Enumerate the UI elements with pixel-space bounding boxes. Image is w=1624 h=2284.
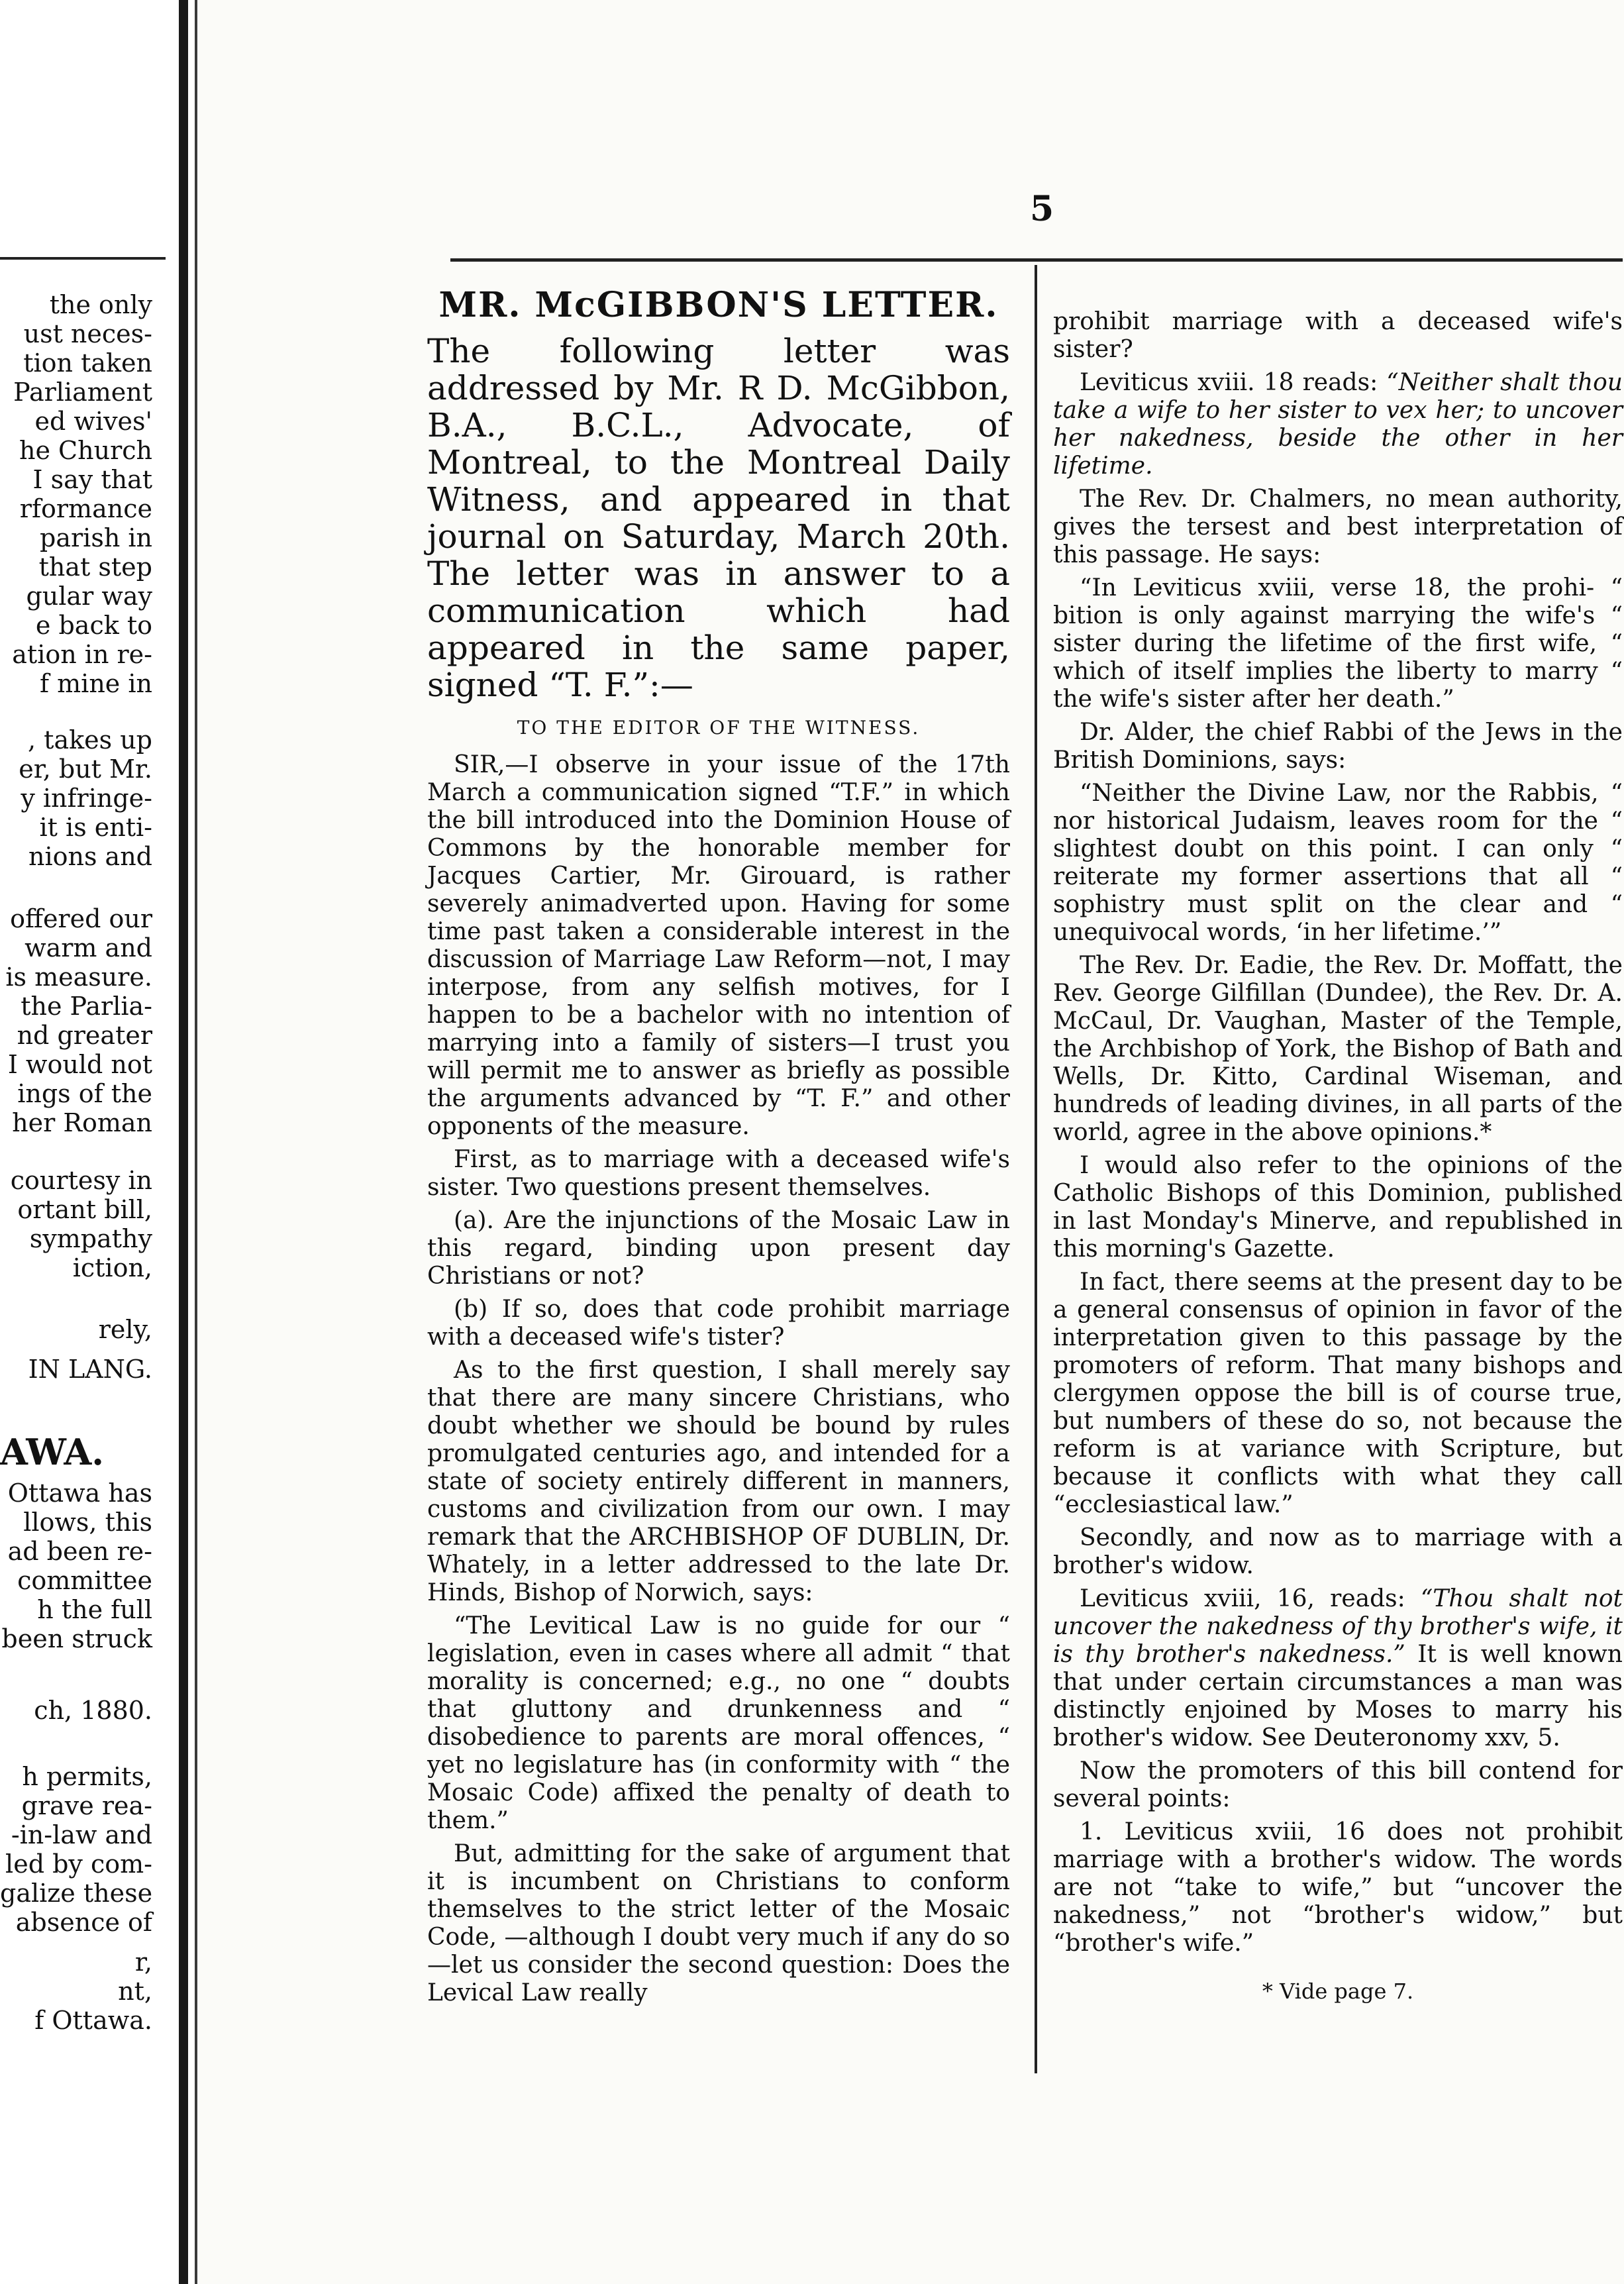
page-number: 5 [1030, 189, 1054, 229]
previous-page-fragment [0, 0, 197, 2284]
quotation: “Neither the Divine Law, nor the Rabbis, “ nor historical Judaism, leaves room for the “ slightest doubt on this point. I can only “ reiterate my former assertions that all “ sophistry must split on the clear and “ unequivocal words, ‘in her lifetime.’” [1053, 780, 1623, 946]
article-intro: The following letter was addressed by Mr. R D. McGibbon, B.A., B.C.L., Advocate, of Montreal, to the Montreal Daily Witness, and appeared in that journal on Saturday, March 20th. The letter was in answer to a communication which had appeared in the same paper, signed “T. F.”:— [427, 332, 1010, 704]
previous-page-line: the only [49, 290, 152, 319]
column-divider [1035, 265, 1037, 2073]
paragraph: SIR,—I observe in your issue of the 17th March a communication signed “T.F.” in which the bill introduced into the Dominion House of Commons by the honorable member for Jacques Cartier, Mr. Girouard, is rather severely animadverted upon. Having for some time past taken a considerable interest in the discussion of Marriage Law Reform—not, I may interpose, from any selfish motives, for I happen to be a bachelor with no intention of marrying into a family of sisters—I trust you will permit me to answer as briefly as possible the arguments advanced by “T. F.” and other opponents of the measure. [427, 751, 1010, 1140]
paragraph: But, admitting for the sake of argument that it is incumbent on Christians to conform themselves to the strict letter of the Mosaic Code, —although I doubt very much if any do so—let us consider the second question: Does the Levical Law really [427, 1840, 1010, 2006]
citation-lead: Leviticus xviii, 16, reads: [1080, 1585, 1405, 1612]
previous-page-line: I would not [7, 1050, 152, 1079]
previous-page-line: he Church [19, 436, 152, 465]
previous-page-line: it is enti- [39, 813, 152, 842]
previous-page-line: ad been re- [7, 1537, 152, 1566]
previous-page-line: f mine in [40, 669, 152, 698]
previous-page-line: , takes up [28, 725, 152, 754]
previous-page-line: is measure. [5, 962, 152, 992]
previous-page-line: gular way [26, 582, 152, 611]
previous-page-line: nions and [28, 842, 152, 871]
previous-page-line: courtesy in [10, 1166, 152, 1195]
paragraph: The Rev. Dr. Chalmers, no mean authority, gives the tersest and best interpretation of this passage. He says: [1053, 486, 1623, 568]
previous-page-line: nt, [118, 1977, 152, 2006]
paragraph: Dr. Alder, the chief Rabbi of the Jews in the British Dominions, says: [1053, 719, 1623, 774]
previous-page-line: Parliament [13, 378, 152, 407]
paragraph: 1. Leviticus xviii, 16 does not prohibit marriage with a brother's widow. The words are not “take to wife,” but “uncover the nakedness,” not “brother's widow,” but “brother's wife.” [1053, 1818, 1623, 1957]
paragraph [1053, 1585, 1623, 1752]
previous-page-line: f Ottawa. [34, 2006, 152, 2035]
paragraph: The Rev. Dr. Eadie, the Rev. Dr. Moffatt, the Rev. George Gilfillan (Dundee), the Rev. Dr. A. McCaul, Dr. Vaughan, Master of the Temple, the Archbishop of York, the Bishop of Bath and Wells, Dr. Kitto, Cardinal Wiseman, and hundreds of leading divines, in all parts of the world, agree in the above opinions.* [1053, 952, 1623, 1146]
letter-salutation: TO THE EDITOR OF THE WITNESS. [517, 717, 921, 739]
previous-page-line: absence of [15, 1908, 152, 1937]
previous-page-line: rely, [98, 1315, 152, 1344]
previous-page-line: committee [17, 1566, 152, 1595]
previous-page-line: h permits, [22, 1762, 152, 1791]
previous-page-line: her Roman [12, 1108, 152, 1137]
paragraph: (b) If so, does that code prohibit marriage with a deceased wife's tister? [427, 1296, 1010, 1351]
paragraph-tail: It is well known that under certain circumstances a man was distinctly enjoined by Moses to marry his brother's widow. See Deuteronomy xxv, 5. [1053, 1641, 1623, 1751]
previous-page-line: sympathy [29, 1224, 152, 1253]
previous-page-line: er, but Mr. [19, 754, 152, 784]
previous-page-line: Ottawa has [7, 1479, 152, 1508]
previous-page-line: r, [134, 1947, 152, 1977]
previous-page-line: y infringe- [21, 784, 152, 813]
scripture-quote: “Thou shalt not uncover the nakedness of thy brother's wife, it is thy brother's nakedness.” [1053, 1585, 1623, 1668]
gutter-binding-edge [195, 0, 197, 2284]
previous-page-line: offered our [10, 904, 152, 933]
previous-page-line: ed wives' [34, 407, 152, 436]
paragraph: prohibit marriage with a deceased wife's sister? [1053, 308, 1623, 363]
previous-page-line: rformance [19, 494, 152, 523]
previous-page-line: parish in [40, 523, 152, 552]
paragraph: Secondly, and now as to marriage with a brother's widow. [1053, 1524, 1623, 1579]
previous-page-line: ings of the [17, 1079, 152, 1108]
left-column [427, 285, 1010, 2012]
previous-page-line: llows, this [23, 1508, 152, 1537]
paragraph: As to the first question, I shall merely say that there are many sincere Christians, who doubt whether we should be bound by rules promulgated centuries ago, and intended for a state of society entirely different in manners, customs and civilization from our own. I may remark that the ARCHBISHOP OF DUBLIN, Dr. Whately, in a letter addressed to the late Dr. Hinds, Bishop of Norwich, says: [427, 1357, 1010, 1606]
previous-page-heading: AWA. [0, 1431, 105, 1473]
previous-page-line: grave rea- [21, 1791, 152, 1820]
previous-page-line: iction, [72, 1253, 152, 1282]
previous-page-line: tion taken [23, 348, 152, 378]
previous-page-line: led by com- [5, 1849, 152, 1879]
top-rule [450, 258, 1623, 262]
gutter-binding-shadow [179, 0, 188, 2284]
previous-page-line: been struck [1, 1624, 152, 1653]
previous-page-line: ch, 1880. [34, 1696, 152, 1725]
paragraph: I would also refer to the opinions of the Catholic Bishops of this Dominion, published in last Monday's Minerve, and republished in this morning's Gazette. [1053, 1152, 1623, 1263]
previous-page-line: galize these [0, 1879, 153, 1908]
article-title: MR. McGIBBON'S LETTER. [438, 285, 999, 325]
previous-page-line: ation in re- [12, 640, 152, 669]
right-column [1053, 308, 1623, 2005]
quotation: “The Levitical Law is no guide for our “ legislation, even in cases where all admit “ that morality is concerned; e.g., no one “ doubts that gluttony and drunkenness and “ disobedience to parents are moral offences, “ yet no legislature has (in conformity with “ the Mosaic Code) affixed the penalty of death to them.” [427, 1612, 1010, 1834]
paragraph: (a). Are the injunctions of the Mosaic Law in this regard, binding upon present day Christians or not? [427, 1207, 1010, 1290]
footnote: * Vide page 7. [1262, 1979, 1414, 2004]
previous-page-line: the Parlia- [21, 992, 152, 1021]
scripture-quote: “Neither shalt thou take a wife to her sister to vex her; to uncover her nakedness, beside the other in her lifetime. [1053, 369, 1623, 480]
previous-page-line: IN LANG. [28, 1355, 152, 1384]
page [199, 0, 1624, 2284]
previous-page-line: h the full [37, 1595, 152, 1624]
previous-page-line: -in-law and [11, 1820, 152, 1849]
previous-page-line: ust neces- [23, 319, 152, 348]
previous-page-line: ortant bill, [17, 1195, 152, 1224]
previous-page-line: nd greater [17, 1021, 152, 1050]
paragraph [1053, 369, 1623, 480]
previous-page-line: e back to [35, 611, 152, 640]
previous-page-line: warm and [25, 933, 152, 962]
paragraph: In fact, there seems at the present day to be a general consensus of opinion in favor of the interpretation given to this passage by the promoters of reform. That many bishops and clergymen oppose the bill is of course true, but numbers of these do so, not because the reform is at variance with Scripture, but because it conflicts with what they call “ecclesiastical law.” [1053, 1269, 1623, 1518]
gutter-top-rule [0, 257, 166, 260]
previous-page-line: I say that [32, 465, 152, 494]
citation-lead: Leviticus xviii. 18 reads: [1080, 369, 1378, 396]
paragraph: First, as to marriage with a deceased wife's sister. Two questions present themselves. [427, 1146, 1010, 1201]
paragraph: Now the promoters of this bill contend for several points: [1053, 1757, 1623, 1812]
quotation: “In Leviticus xviii, verse 18, the prohi- “ bition is only against marrying the wife's “ sister during the lifetime of the first wife, “ which of itself implies the liberty to marry “ the wife's sister after her death.” [1053, 574, 1623, 713]
previous-page-line: that step [38, 552, 152, 582]
